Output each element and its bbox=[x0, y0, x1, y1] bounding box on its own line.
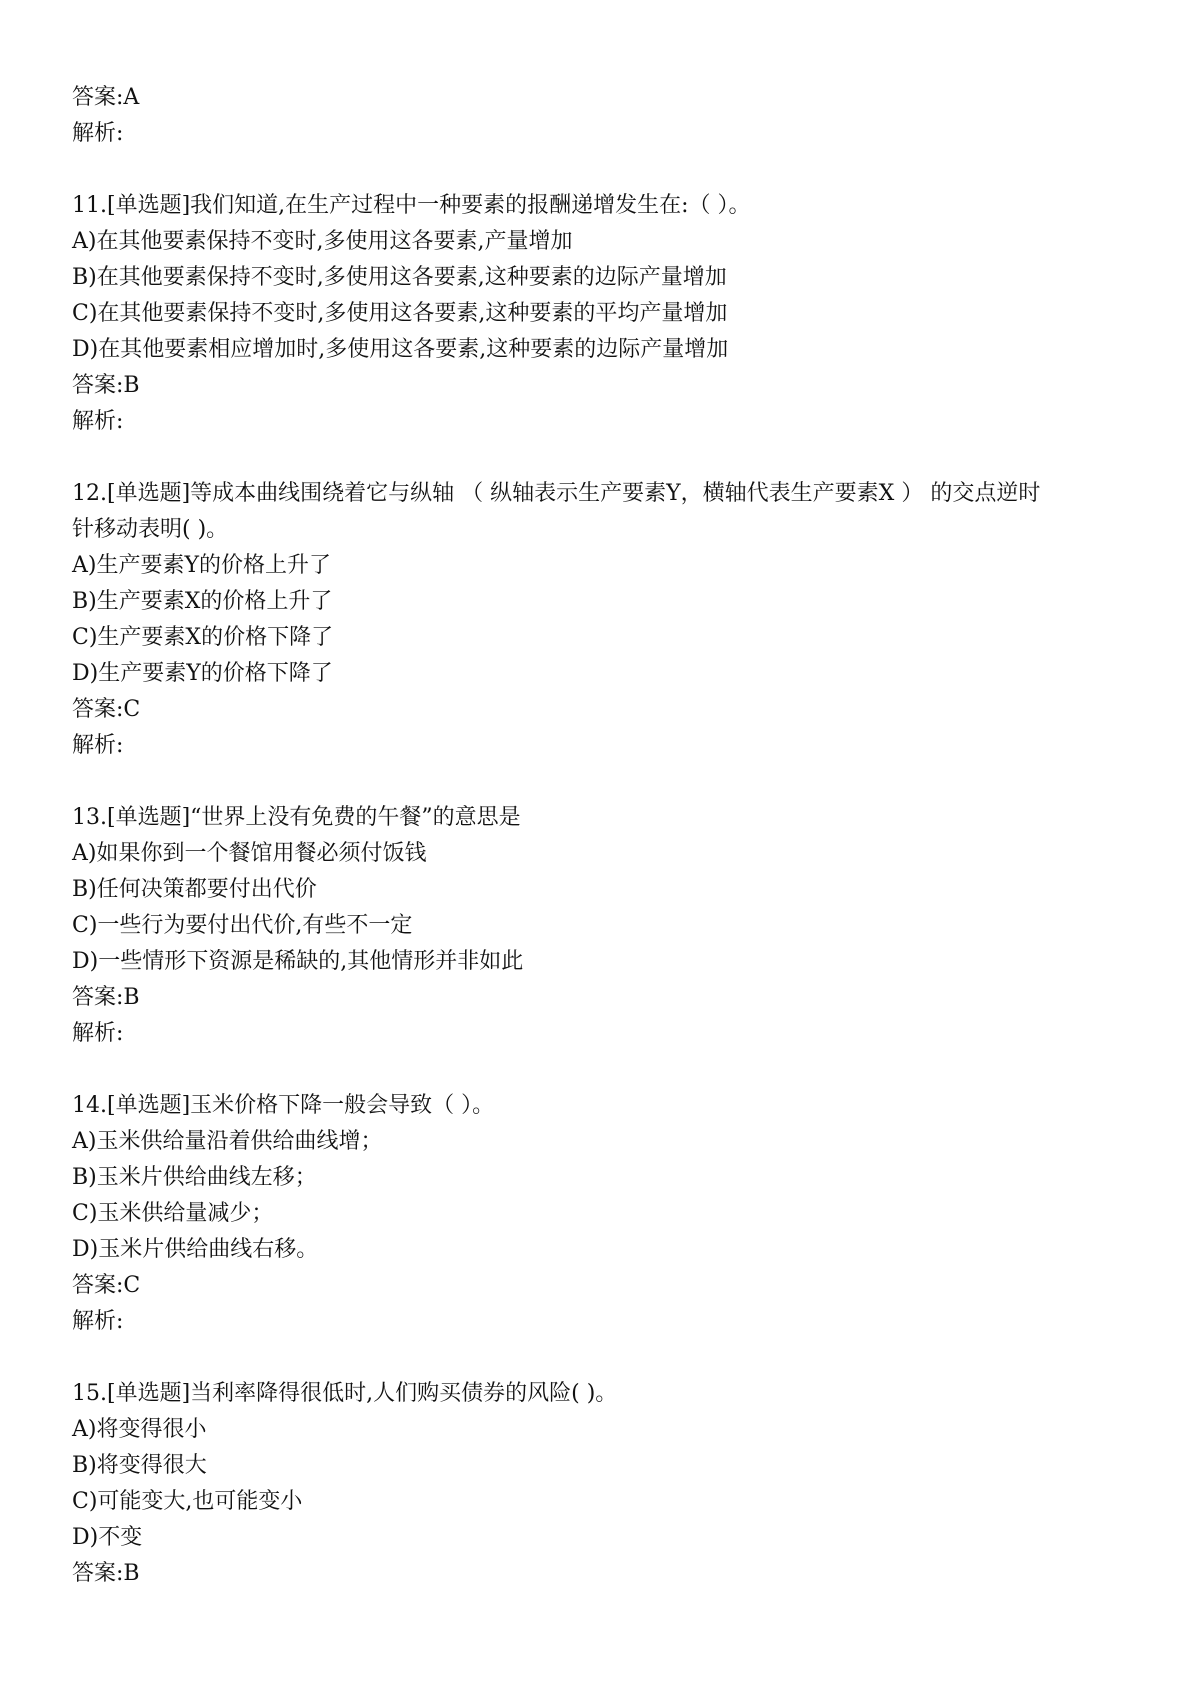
option-d: D)不变 bbox=[72, 1525, 143, 1550]
option-c: C)在其他要素保持不变时,多使用这各要素,这种要素的平均产量增加 bbox=[72, 301, 728, 326]
option-a: A)玉米供给量沿着供给曲线增； bbox=[72, 1129, 383, 1154]
option-d: D)在其他要素相应增加时,多使用这各要素,这种要素的边际产量增加 bbox=[72, 337, 729, 362]
answer-line: 答案:C bbox=[72, 697, 141, 722]
option-b: B)生产要素X的价格上升了 bbox=[72, 589, 333, 614]
question-stem: 11.[单选题]我们知道,在生产过程中一种要素的报酬递增发生在:（ ）。 bbox=[72, 193, 751, 218]
spacer bbox=[72, 440, 1122, 476]
question-block bbox=[72, 1088, 1122, 1340]
analysis-line: 解析: bbox=[72, 1309, 124, 1334]
question-stem: 13.[单选题]“世界上没有免费的午餐”的意思是 bbox=[72, 805, 521, 830]
option-b: B)玉米片供给曲线左移； bbox=[72, 1165, 317, 1190]
question-stem-continued: 针移动表明( )。 bbox=[72, 517, 229, 542]
question-stem: 12.[单选题]等成本曲线围绕着它与纵轴 （ 纵轴表示生产要素Y，横轴代表生产要素X ） 的交点逆时 bbox=[72, 481, 1041, 506]
answer-line: 答案:A bbox=[72, 85, 140, 110]
option-c: C)一些行为要付出代价,有些不一定 bbox=[72, 913, 413, 938]
question-block bbox=[72, 188, 1122, 440]
option-c: C)生产要素X的价格下降了 bbox=[72, 625, 334, 650]
option-c: C)可能变大,也可能变小 bbox=[72, 1489, 303, 1514]
option-b: B)任何决策都要付出代价 bbox=[72, 877, 317, 902]
option-a: A)如果你到一个餐馆用餐必须付饭钱 bbox=[72, 841, 427, 866]
analysis-line: 解析: bbox=[72, 409, 124, 434]
option-b: B)在其他要素保持不变时,多使用这各要素,这种要素的边际产量增加 bbox=[72, 265, 727, 290]
question-block bbox=[72, 800, 1122, 1052]
question-stem: 15.[单选题]当利率降得很低时,人们购买债券的风险( )。 bbox=[72, 1381, 618, 1406]
option-d: D)一些情形下资源是稀缺的,其他情形并非如此 bbox=[72, 949, 524, 974]
analysis-line: 解析: bbox=[72, 121, 124, 146]
option-a: A)将变得很小 bbox=[72, 1417, 207, 1442]
spacer bbox=[72, 1340, 1122, 1376]
option-a: A)在其他要素保持不变时,多使用这各要素,产量增加 bbox=[72, 229, 573, 254]
question-block bbox=[72, 476, 1122, 764]
question-block bbox=[72, 1376, 1122, 1592]
document-page bbox=[72, 80, 1122, 1592]
answer-line: 答案:B bbox=[72, 373, 140, 398]
option-d: D)玉米片供给曲线右移。 bbox=[72, 1237, 319, 1262]
option-b: B)将变得很大 bbox=[72, 1453, 207, 1478]
option-d: D)生产要素Y的价格下降了 bbox=[72, 661, 333, 686]
analysis-line: 解析: bbox=[72, 1021, 124, 1046]
spacer bbox=[72, 764, 1122, 800]
spacer bbox=[72, 152, 1122, 188]
analysis-line: 解析: bbox=[72, 733, 124, 758]
answer-line: 答案:C bbox=[72, 1273, 141, 1298]
question-stem: 14.[单选题]玉米价格下降一般会导致（ ）。 bbox=[72, 1093, 495, 1118]
option-a: A)生产要素Y的价格上升了 bbox=[72, 553, 331, 578]
answer-line: 答案:B bbox=[72, 1561, 140, 1586]
answer-line: 答案:B bbox=[72, 985, 140, 1010]
option-c: C)玉米供给量减少； bbox=[72, 1201, 274, 1226]
spacer bbox=[72, 1052, 1122, 1088]
